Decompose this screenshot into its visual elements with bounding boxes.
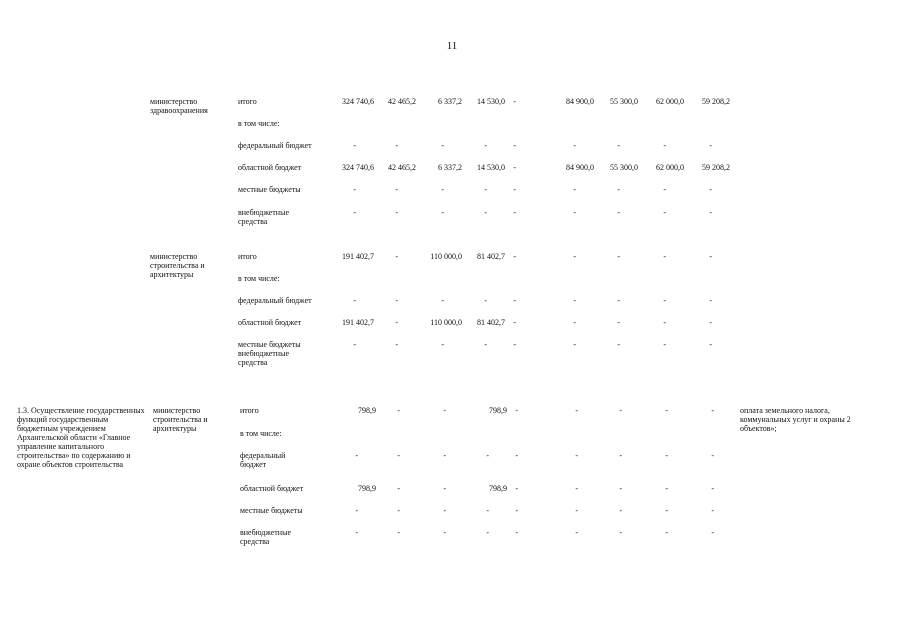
row-label: областной бюджет (238, 318, 302, 327)
value-cell: - (353, 208, 356, 217)
value-cell: - (617, 208, 620, 217)
value-cell: - (443, 451, 446, 460)
value-cell: - (353, 296, 356, 305)
value-cell: 6 337,2 (438, 97, 462, 106)
result-text: оплата земельного налога, коммунальных услуг и охраны 2 объектов»; (740, 406, 851, 433)
value-cell: - (443, 484, 446, 493)
value-cell: - (486, 506, 489, 515)
value-cell: - (443, 506, 446, 515)
value-cell: - (573, 252, 576, 261)
value-cell: - (441, 185, 444, 194)
value-cell: - (575, 451, 578, 460)
row-label: федеральный бюджет (238, 141, 312, 150)
value-cell: 55 300,0 (610, 163, 638, 172)
responsible-item13: министерство строительства и архитектуры (153, 406, 208, 433)
value-cell: - (513, 185, 516, 194)
value-cell: - (573, 208, 576, 217)
value-cell: - (441, 296, 444, 305)
value-cell: - (709, 208, 712, 217)
value-cell: - (353, 185, 356, 194)
value-cell: - (617, 296, 620, 305)
value-cell: - (709, 296, 712, 305)
value-cell: - (665, 506, 668, 515)
value-cell: - (573, 185, 576, 194)
value-cell: - (443, 406, 446, 415)
value-cell: - (709, 141, 712, 150)
value-cell: - (443, 528, 446, 537)
value-cell: - (711, 406, 714, 415)
value-cell: - (573, 340, 576, 349)
value-cell: - (515, 506, 518, 515)
value-cell: - (575, 484, 578, 493)
value-cell: - (353, 340, 356, 349)
value-cell: - (513, 340, 516, 349)
value-cell: - (515, 406, 518, 415)
value-cell: - (515, 484, 518, 493)
value-cell: - (395, 318, 398, 327)
value-cell: - (573, 296, 576, 305)
value-cell: - (617, 185, 620, 194)
row-label: итого (240, 406, 259, 415)
value-cell: 798,9 (489, 484, 507, 493)
value-cell: 798,9 (358, 484, 376, 493)
value-cell: 324 740,6 (342, 163, 374, 172)
value-cell: - (573, 318, 576, 327)
value-cell: 6 337,2 (438, 163, 462, 172)
row-label: федеральный бюджет (240, 451, 286, 469)
value-cell: - (355, 451, 358, 460)
value-cell: - (665, 528, 668, 537)
value-cell: - (663, 318, 666, 327)
value-cell: - (484, 141, 487, 150)
value-cell: - (617, 318, 620, 327)
value-cell: - (575, 406, 578, 415)
value-cell: - (513, 296, 516, 305)
value-cell: - (486, 451, 489, 460)
value-cell: - (665, 406, 668, 415)
value-cell: - (397, 451, 400, 460)
row-label: местные бюджеты внебюджетные средства (238, 340, 301, 367)
value-cell: - (484, 296, 487, 305)
value-cell: 798,9 (489, 406, 507, 415)
value-cell: - (355, 528, 358, 537)
value-cell: 110 000,0 (430, 252, 462, 261)
value-cell: - (513, 97, 516, 106)
value-cell: - (663, 252, 666, 261)
value-cell: - (486, 528, 489, 537)
value-cell: - (709, 185, 712, 194)
value-cell: 191 402,7 (342, 318, 374, 327)
value-cell: - (663, 141, 666, 150)
value-cell: - (441, 340, 444, 349)
value-cell: 81 402,7 (477, 318, 505, 327)
row-label: федеральный бюджет (238, 296, 312, 305)
row-label: областной бюджет (238, 163, 302, 172)
value-cell: - (513, 141, 516, 150)
row-label: внебюджетные средства (240, 528, 291, 546)
responsible-health: министерство здравоохранения (150, 97, 208, 115)
row-label: в том числе: (238, 119, 280, 128)
value-cell: - (513, 318, 516, 327)
value-cell: - (711, 451, 714, 460)
row-label: в том числе: (238, 274, 280, 283)
row-label: итого (238, 97, 257, 106)
value-cell: - (619, 406, 622, 415)
value-cell: - (665, 451, 668, 460)
value-cell: - (395, 340, 398, 349)
value-cell: - (355, 506, 358, 515)
value-cell: - (709, 252, 712, 261)
value-cell: - (711, 528, 714, 537)
value-cell: 59 208,2 (702, 97, 730, 106)
value-cell: 42 465,2 (388, 163, 416, 172)
value-cell: 62 000,0 (656, 97, 684, 106)
value-cell: - (353, 141, 356, 150)
value-cell: - (575, 528, 578, 537)
value-cell: - (515, 451, 518, 460)
value-cell: - (617, 340, 620, 349)
value-cell: - (575, 506, 578, 515)
value-cell: - (665, 484, 668, 493)
value-cell: - (619, 484, 622, 493)
value-cell: - (397, 528, 400, 537)
value-cell: - (441, 141, 444, 150)
value-cell: - (513, 252, 516, 261)
responsible-construction: министерство строительства и архитектуры (150, 252, 205, 279)
value-cell: - (709, 318, 712, 327)
value-cell: - (619, 506, 622, 515)
row-label: внебюджетные средства (238, 208, 289, 226)
value-cell: - (515, 528, 518, 537)
value-cell: 81 402,7 (477, 252, 505, 261)
value-cell: - (397, 506, 400, 515)
value-cell: - (484, 185, 487, 194)
value-cell: 324 740,6 (342, 97, 374, 106)
value-cell: - (711, 484, 714, 493)
value-cell: - (395, 185, 398, 194)
value-cell: - (663, 296, 666, 305)
value-cell: - (663, 185, 666, 194)
value-cell: 42 465,2 (388, 97, 416, 106)
value-cell: - (395, 208, 398, 217)
row-label: в том числе: (240, 429, 282, 438)
value-cell: 110 000,0 (430, 318, 462, 327)
value-cell: - (395, 141, 398, 150)
value-cell: - (619, 451, 622, 460)
value-cell: - (663, 208, 666, 217)
value-cell: - (711, 506, 714, 515)
value-cell: - (484, 208, 487, 217)
row-label: итого (238, 252, 257, 261)
value-cell: - (709, 340, 712, 349)
value-cell: - (484, 340, 487, 349)
value-cell: - (617, 141, 620, 150)
value-cell: - (441, 208, 444, 217)
value-cell: 84 900,0 (566, 163, 594, 172)
value-cell: 62 000,0 (656, 163, 684, 172)
value-cell: - (617, 252, 620, 261)
value-cell: - (513, 208, 516, 217)
row-label: местные бюджеты (240, 506, 303, 515)
value-cell: - (395, 252, 398, 261)
value-cell: 55 300,0 (610, 97, 638, 106)
row-label: областной бюджет (240, 484, 304, 493)
value-cell: 14 530,0 (477, 97, 505, 106)
page-number: 11 (446, 40, 458, 52)
value-cell: 191 402,7 (342, 252, 374, 261)
value-cell: - (573, 141, 576, 150)
value-cell: - (395, 296, 398, 305)
value-cell: 14 530,0 (477, 163, 505, 172)
value-cell: 59 208,2 (702, 163, 730, 172)
value-cell: 84 900,0 (566, 97, 594, 106)
value-cell: - (619, 528, 622, 537)
value-cell: - (397, 406, 400, 415)
activity-1-3: 1.3. Осуществление государственных функций государственным бюджетным учреждением Архангельской области «Главное управление капитального строительства» по содержанию и охране объектов строительства (17, 406, 145, 469)
value-cell: - (663, 340, 666, 349)
value-cell: 798,9 (358, 406, 376, 415)
value-cell: - (397, 484, 400, 493)
value-cell: - (513, 163, 516, 172)
row-label: местные бюджеты (238, 185, 301, 194)
